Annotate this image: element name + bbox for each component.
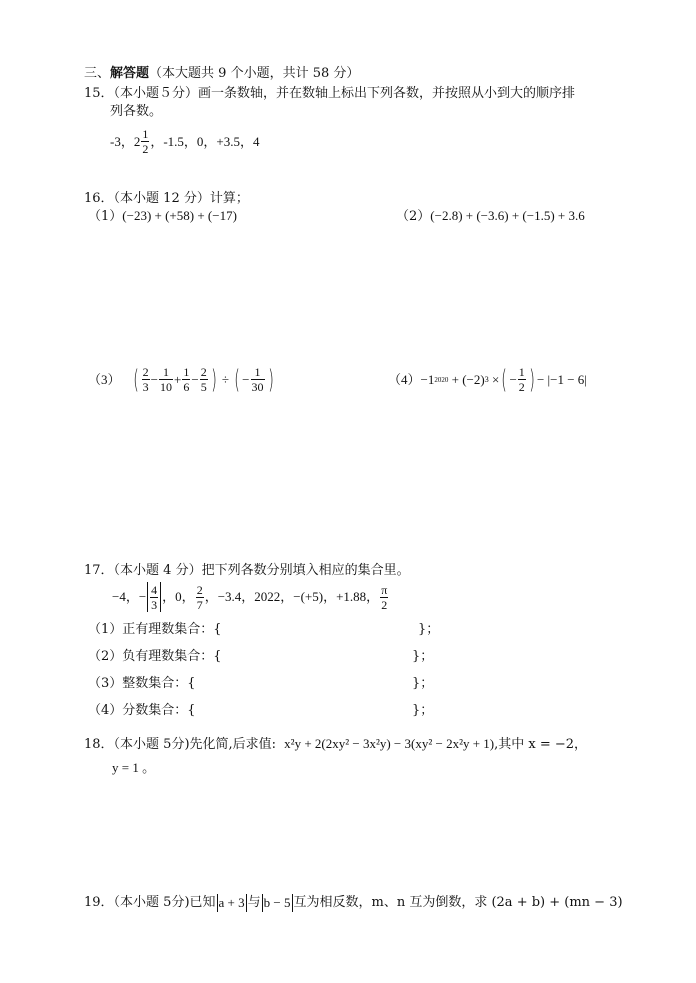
q17-set-integer-close: }； bbox=[412, 676, 434, 691]
q15-numbers: -3，2 $\frac{1}{2}$ ，-1.5，0，+3.5，4 bbox=[110, 127, 260, 156]
section-title: 三、解答题（本大题共 9 个小题，共计 58 分） bbox=[84, 66, 360, 81]
q19-line: 19．（本小题 5分)已知 a + 3 与 b − 5 互为相反数，m、n 互为倒数，求 (2a + b) + (mn − 3) bbox=[84, 895, 623, 910]
q15-label-cont: 列各数。 bbox=[110, 104, 163, 119]
q18-expression: x²y + 2(2xy² − 3x²y) − 3(xy² − 2x²y + 1) bbox=[284, 736, 495, 751]
q16-part2-expr: (−2.8) + (−3.6) + (−1.5) + 3.6 bbox=[430, 208, 585, 223]
q18-line: 18．（本小题 5分)先化简,后求值: x²y + 2(2xy² − 3x²y) − 3(xy² − 2x²y + 1),其中 x = −2， bbox=[84, 736, 588, 752]
q16-part1-expr: (−23) + (+58) + (−17) bbox=[122, 208, 237, 223]
q17-set-negative-close: }； bbox=[412, 649, 434, 664]
q17-set-fraction-close: }； bbox=[412, 703, 434, 718]
q18-condition: ,其中 x = −2， bbox=[494, 737, 588, 752]
q16-label: 16．（本小题 12 分）计算； bbox=[84, 191, 249, 206]
q18-condition-cont: y = 1 。 bbox=[112, 760, 156, 775]
mixed-number-fraction: $\frac{1}{2}$ bbox=[142, 127, 149, 156]
q17-label: 17．（本小题 4 分）把下列各数分别填入相应的集合里。 bbox=[84, 563, 410, 578]
q16-part2: （2）(−2.8) + (−3.6) + (−1.5) + 3.6 bbox=[396, 208, 585, 224]
q17-set-positive-close: }； bbox=[418, 622, 440, 637]
q17-set-integer: （3）整数集合：{ bbox=[88, 676, 196, 691]
section-title-bold: 解答题 bbox=[110, 66, 150, 81]
q17-set-fraction: （4）分数集合：{ bbox=[88, 703, 196, 718]
q16-part3: （3） ( $\frac{2}{3}$ − $\frac{1}{10}$ + $\frac{1}{6}$ − $\frac{2}{5}$ ) ÷ ( − $\frac{1}{30}$ ) bbox=[88, 364, 274, 395]
q17-numbers: −4，− $\frac{4}{3}$ ，0， $\frac{2}{7}$ ，−3.4，2022，−(+5)，+1.88， $\frac{\pi}{2}$ bbox=[112, 582, 388, 612]
q17-set-positive: （1）正有理数集合：{ bbox=[88, 622, 222, 637]
q15-label: 15．（本小题５分）画一条数轴，并在数轴上标出下列各数，并按照从小到大的顺序排 bbox=[84, 86, 576, 101]
q17-set-negative: （2）负有理数集合：{ bbox=[88, 649, 222, 664]
section-title-note: （本大题共 9 个小题，共计 58 分） bbox=[149, 66, 360, 81]
q16-part4: （4） −1 2020 + (−2) 3 × ( − $\frac{1}{2}$ ) − |−1 − 6| bbox=[388, 364, 587, 395]
q16-part1: （1）(−23) + (+58) + (−17) bbox=[88, 208, 237, 224]
